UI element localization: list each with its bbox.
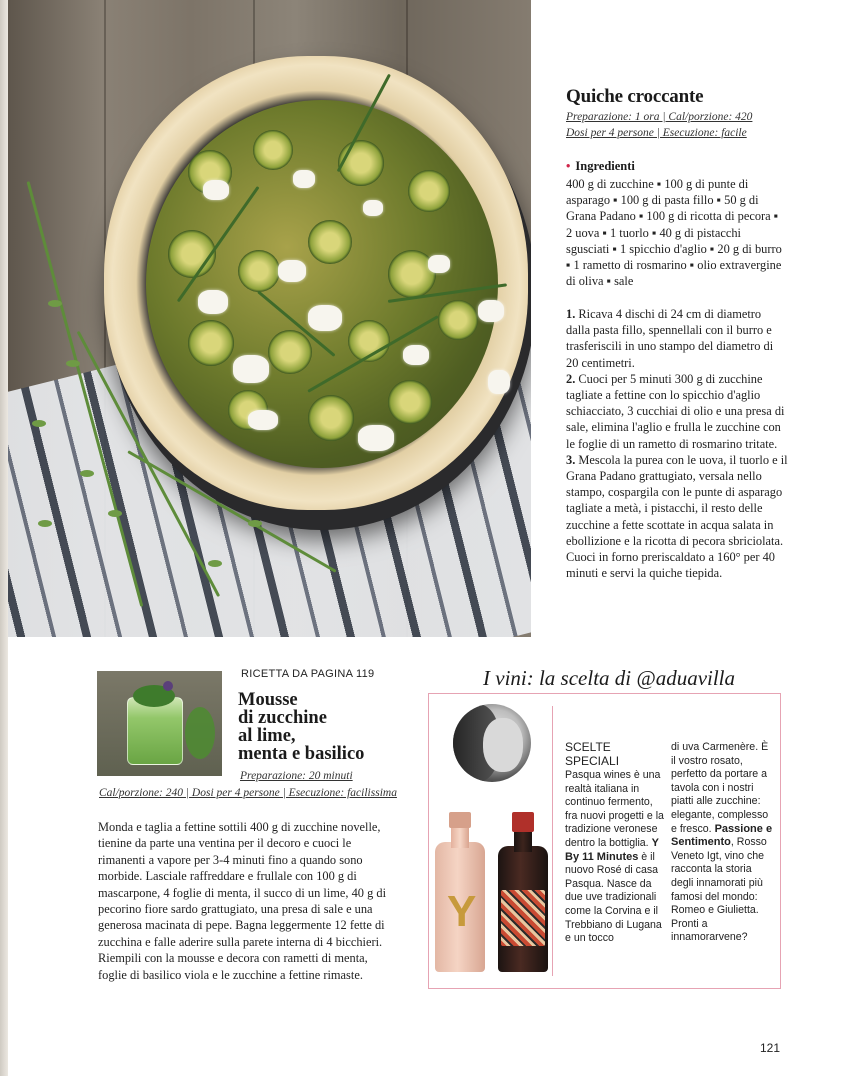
bottle-label: Y: [447, 887, 477, 936]
divider: [552, 706, 553, 976]
step-3: 3. Mescola la purea con le uova, il tuorlo e il Grana Padano grattugiato, versala nello stampo, cospargila con le punte di asparago tagliate a metà, i pistacchi, il resto delle zucchine a fette scottate in acqua salata in ebollizione e la ricotta di pecora sbriciolata. Cuoci in forno preriscaldato a 160° per 40 minuti e servi la quiche tiepida.: [566, 452, 788, 581]
recipe-meta-doses: Dosi per 4 persone | Esecuzione: facile: [566, 127, 747, 139]
page-number: 121: [760, 1041, 781, 1055]
recipe-kicker: RICETTA DA PAGINA 119: [241, 668, 375, 680]
ingredients-list: 400 g di zucchine ▪ 100 g di punte di asparago ▪ 100 g di pasta fillo ▪ 50 g di Grana Padano ▪ 100 g di ricotta di pecora ▪ 2 uova ▪ 1 tuorlo ▪ 40 g di pistacchi sgusciati ▪ 1 spicchio d'aglio ▪ 20 g di burro ▪ 1 rametto di rosmarino ▪ olio extravergine di oliva ▪ sale: [566, 177, 782, 289]
bullet-icon: •: [566, 159, 571, 173]
red-bottle-label: [501, 890, 545, 946]
wine2-name: Passione e Sentimento: [671, 822, 773, 849]
wine1-name: Y By 11 Minutes: [565, 836, 659, 863]
recipe-title: Quiche croccante: [566, 86, 704, 107]
page-edge: [0, 0, 8, 1076]
quiche-photo: [8, 0, 531, 637]
mousse-body: Monda e taglia a fettine sottili 400 g di zucchine novelle, tienine da parte una ventina per il decoro e cuoci le rimanenti a vapore per 3-4 minuti fino a quando sono morbide. Lasciale raffreddare e frullale con 100 g di mascarpone, 4 foglie di menta, il succo di un lime, 40 g di pecorino fiore sardo grattugiato, una presa di sale e una generosa macinata di pepe. Bagna leggermente 12 fette di zucchina e falle aderire sulla parete interna di 4 bicchieri. Riempili con la mousse e decora con rametti di menta, foglie di basilico viola e le zucchine a fettine rimaste.: [98, 820, 387, 982]
mousse-meta-prep: Preparazione: 20 minuti: [240, 770, 353, 782]
wine-heading: SCELTE SPECIALI: [565, 740, 620, 768]
wine-text-col2: di uva Carmenère. È il vostro rosato, perfetto da portare a tavola con i nostri piatti alle zucchine: elegante, complesso e fresco. Passione e Sentimento, Rosso Veneto Igt, vino che racconta la storia degli innamorati più famosi del mondo: Romeo e Giulietta. Pronti a innamorarvene?: [671, 741, 773, 944]
avatar: [453, 704, 531, 782]
step-2: 2. Cuoci per 5 minuti 300 g di zucchine tagliate a fettine con lo spicchio d'aglio schiacciato, 3 cucchiai di olio e una presa di sale, elimina l'aglio e frulla le zucchine con le foglie di un rametto di rosmarino tritate.: [566, 371, 785, 451]
mousse-photo: [97, 671, 222, 776]
wine-text-col1: Pasqua wines è una realtà italiana in continuo fermento, fra nuovi progetti e la tradizione veronese dentro la bottiglia. Y By 11 Minutes è il nuovo Rosé di casa Pasqua. Nasce da due uve tradizionali come la Corvina e il Trebbiano di Lugana e un tocco: [565, 769, 664, 945]
mousse-title: Mousse di zucchine al lime, menta e basilico: [238, 690, 365, 764]
step-1: 1. Ricava 4 dischi di 24 cm di diametro dalla pasta fillo, spennellali con il burro e trasferiscili in uno stampo del diametro di 20 centimetri.: [566, 307, 774, 370]
wine-section-title: I vini: la scelta di @aduavilla: [483, 666, 736, 690]
ingredients-heading: • Ingredienti: [566, 159, 635, 173]
mousse-meta-doses: Cal/porzione: 240 | Dosi per 4 persone | Esecuzione: facilissima: [99, 787, 397, 799]
recipe-steps: [566, 306, 788, 581]
recipe-meta-prep: Preparazione: 1 ora | Cal/porzione: 420: [566, 111, 753, 123]
